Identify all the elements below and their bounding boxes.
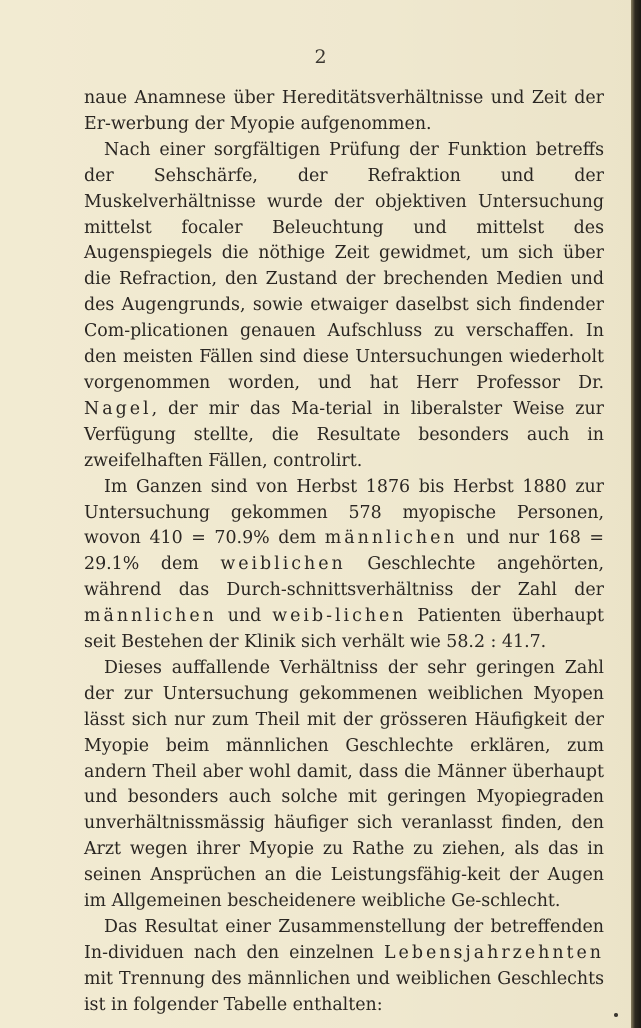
page-number: 2: [314, 46, 327, 68]
ink-speck: [614, 1013, 618, 1017]
paragraph-5-part-b: mit Trennung des männlichen und weiblichen Geschlechts ist in folgender Tabelle enthalten:: [84, 968, 604, 1015]
paragraph-3-part-c: Geschlechte angehörten, während das Durch-schnittsverhältniss der Zahl der: [84, 554, 604, 601]
paragraph-4: [84, 656, 604, 915]
paragraph-3-part-b: und nur 168 = 29.1% dem: [84, 528, 604, 575]
paragraph-3-part-d: und: [216, 606, 273, 627]
paragraph-5: [84, 915, 604, 1019]
spaced-word-weiblichen-2: weib-lichen: [272, 606, 407, 627]
spaced-word-weiblichen-1: weiblichen: [220, 554, 346, 575]
paragraph-3: [84, 475, 604, 656]
paragraph-4-text: Dieses auffallende Verhältniss der sehr geringen Zahl der zur Untersuchung gekommenen weiblichen Myopen lässt sich nur zum Theil mit der grösseren Häufigkeit der Myopie beim männlichen Geschlechte erklären, zum andern Theil aber wohl damit, dass die Männer überhaupt und besonders auch solche mit geringen Myopiegraden unverhältnissmässig häufiger sich veranlasst finden, den Arzt wegen ihrer Myopie zu Rathe zu ziehen, als das in seinen Ansprüchen an die Leistungsfähig-keit der Augen im Allgemeinen bescheidenere weibliche Ge-schlecht.: [84, 657, 604, 912]
paragraph-2-text: Nach einer sorgfältigen Prüfung der Funktion betreffs der Sehschärfe, der Refraktion und der Muskelverhältnisse wurde der objektiven Untersuchung mittelst focaler Beleuchtung und mittelst des Augenspiegels die nöthige Zeit gewidmet, um sich über die Refraction, den Zustand der brechenden Medien und des Augengrunds, sowie etwaiger daselbst sich findender Com-plicationen genauen Aufschluss zu verschaffen. In den meisten Fällen sind diese Untersuchungen wiederholt vorgenommen worden, und hat Herr Professor Dr.: [84, 139, 604, 393]
paragraph-3-part-e: Patienten überhaupt seit Bestehen der Klinik sich verhält wie 58.2 : 41.7.: [84, 606, 604, 653]
paragraph-1-text: naue Anamnese über Hereditätsverhältnisse und Zeit der Er-werbung der Myopie aufgenommen.: [84, 88, 604, 134]
paragraph-2: [84, 138, 604, 475]
spaced-word-maennlichen-2: männlichen: [84, 606, 217, 627]
professor-name: Nagel: [84, 398, 152, 419]
paragraph-3-part-a: Im Ganzen sind von Herbst 1876 bis Herbst 1880 zur Untersuchung gekommen 578 myopische Personen, wovon 410 = 70.9% dem: [84, 476, 604, 549]
spaced-word-maennlichen-1: männlichen: [324, 528, 458, 549]
paragraph-1: [84, 86, 604, 138]
paragraph-5-part-a: Das Resultat einer Zusammenstellung der betreffenden In-dividuen nach den einzelnen: [84, 917, 604, 963]
page-edge-shadow: [631, 0, 641, 1028]
paragraph-2-rest: , der mir das Ma-terial in liberalster Weise zur Verfügung stellte, die Resultate besonders auch in zweifelhaften Fällen, controlirt.: [84, 398, 604, 471]
body-text: [84, 86, 604, 1019]
spaced-word-lebensjahrzehnten: Lebensjahrzehnten: [384, 942, 604, 963]
